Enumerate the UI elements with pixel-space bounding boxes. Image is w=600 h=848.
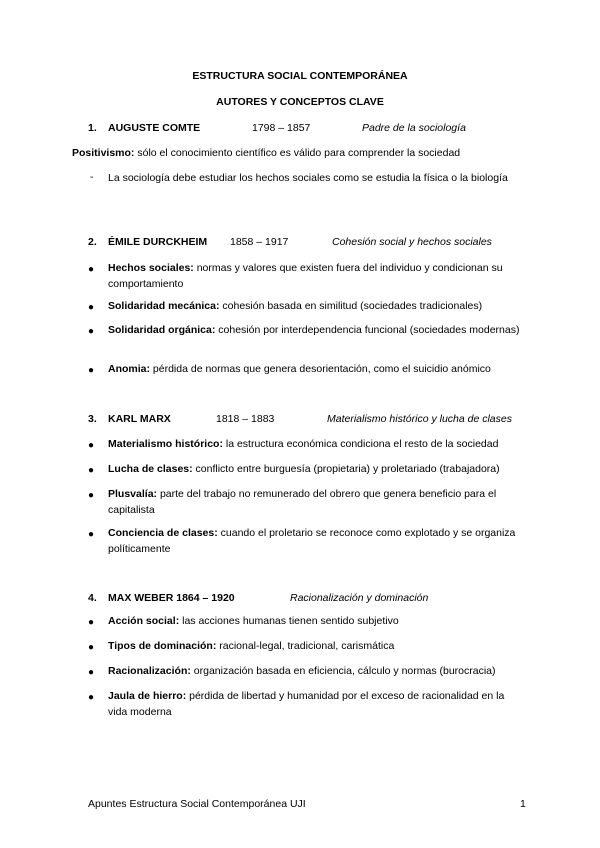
document-title: ESTRUCTURA SOCIAL CONTEMPORÁNEA xyxy=(192,70,408,82)
list-item xyxy=(108,299,526,315)
concept-term: Hechos sociales: xyxy=(108,262,194,274)
concept-text: cuando el proletario se reconoce como explotado y se organiza políticamente xyxy=(108,527,516,555)
page-number: 1 xyxy=(520,798,526,810)
bullet-icon: ● xyxy=(88,365,95,376)
concept-term: Plusvalía: xyxy=(108,488,158,500)
author-name: AUGUSTE COMTE xyxy=(108,122,201,134)
dash-marker: - xyxy=(90,171,94,183)
list-item xyxy=(108,689,526,720)
bullet-icon: ● xyxy=(88,692,95,703)
concept-term: Acción social: xyxy=(108,615,180,627)
author-name: MAX WEBER 1864 – 1920 xyxy=(108,592,235,604)
bullet-icon: ● xyxy=(88,617,95,628)
bullet-icon: ● xyxy=(88,490,95,501)
concept-term: Materialismo histórico: xyxy=(108,438,223,450)
author-name: ÉMILE DURCKHEIM xyxy=(108,236,208,248)
concept-term: Tipos de dominación: xyxy=(108,640,217,652)
bullet-icon: ● xyxy=(88,326,95,337)
bullet-icon: ● xyxy=(88,264,95,275)
concept-text: pérdida de normas que genera desorientación, como el suicidio anómico xyxy=(150,363,491,375)
list-item xyxy=(108,639,526,655)
concept-term: Anomia: xyxy=(108,363,150,375)
bullet-icon: ● xyxy=(88,642,95,653)
concept-term: Solidaridad orgánica: xyxy=(108,324,216,336)
author-name: KARL MARX xyxy=(108,413,171,425)
list-item xyxy=(108,261,526,292)
section-subtitle: Materialismo histórico y lucha de clases xyxy=(327,413,512,425)
concept-text: conflicto entre burguesía (propietaria) y proletariado (trabajadora) xyxy=(192,463,500,475)
section-number: 1. xyxy=(88,122,97,134)
concept-text: pérdida de libertad y humanidad por el exceso de racionalidad en la vida moderna xyxy=(108,690,505,718)
list-item xyxy=(108,614,526,630)
concept-text: sólo el conocimiento científico es válido para comprender la sociedad xyxy=(134,147,461,159)
section-number: 4. xyxy=(88,592,97,604)
concept-text: cohesión basada en similitud (sociedades tradicionales) xyxy=(219,300,483,312)
concept-text: normas y valores que existen fuera del individuo y condicionan su comportamiento xyxy=(108,262,503,290)
list-item xyxy=(108,526,526,557)
list-item xyxy=(108,487,526,518)
concept-term: Racionalización: xyxy=(108,665,191,677)
concept-positivismo xyxy=(72,147,532,159)
concept-term: Positivismo: xyxy=(72,147,135,159)
section-number: 2. xyxy=(88,236,97,248)
list-item xyxy=(108,437,526,453)
author-years: 1818 – 1883 xyxy=(216,413,275,425)
bullet-icon: ● xyxy=(88,667,95,678)
concept-text: racional-legal, tradicional, carismática xyxy=(216,640,395,652)
bullet-icon: ● xyxy=(88,302,95,313)
bullet-icon: ● xyxy=(88,465,95,476)
author-years: 1798 – 1857 xyxy=(252,122,311,134)
concept-term: Solidaridad mecánica: xyxy=(108,300,220,312)
concept-text: organización basada en eficiencia, cálculo y normas (burocracia) xyxy=(190,665,496,677)
list-item xyxy=(108,323,526,339)
concept-text: cohesión por interdependencia funcional (sociedades modernas) xyxy=(215,324,520,336)
section-subtitle: Cohesión social y hechos sociales xyxy=(332,236,492,248)
concept-term: Lucha de clases: xyxy=(108,463,193,475)
section-subtitle: Racionalización y dominación xyxy=(290,592,429,604)
dash-item: La sociología debe estudiar los hechos sociales como se estudia la física o la biología xyxy=(108,172,508,184)
list-item xyxy=(108,664,526,680)
section-subtitle: Padre de la sociología xyxy=(362,122,466,134)
concept-term: Jaula de hierro: xyxy=(108,690,187,702)
footer-text: Apuntes Estructura Social Contemporánea UJI xyxy=(88,798,306,810)
list-item xyxy=(108,462,526,478)
concept-text: las acciones humanas tienen sentido subjetivo xyxy=(179,615,399,627)
author-years: 1858 – 1917 xyxy=(230,236,289,248)
list-item xyxy=(108,362,526,378)
concept-text: parte del trabajo no remunerado del obrero que genera beneficio para el capitalista xyxy=(108,488,497,516)
bullet-icon: ● xyxy=(88,440,95,451)
section-number: 3. xyxy=(88,413,97,425)
concept-term: Conciencia de clases: xyxy=(108,527,218,539)
concept-text: la estructura económica condiciona el resto de la sociedad xyxy=(222,438,499,450)
document-subtitle: AUTORES Y CONCEPTOS CLAVE xyxy=(216,96,384,108)
bullet-icon: ● xyxy=(88,529,95,540)
